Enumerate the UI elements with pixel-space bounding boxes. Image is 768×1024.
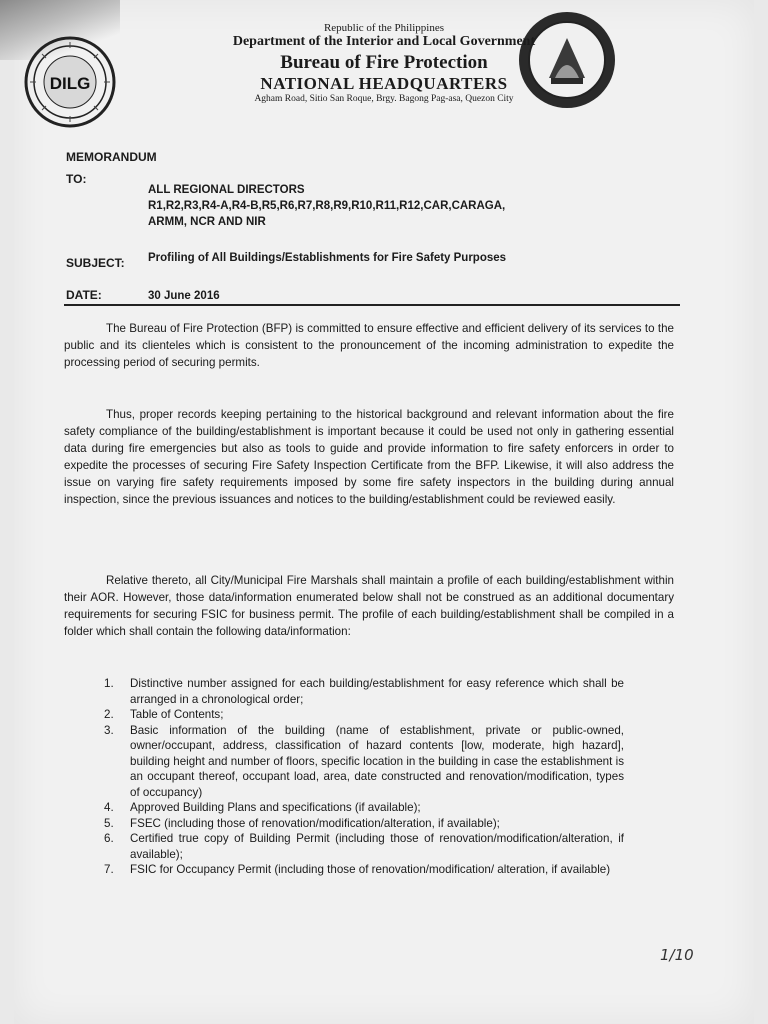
body-paragraph-1: The Bureau of Fire Protection (BFP) is committed to ensure effective and efficient delivery of its services to the public and its clienteles which is consistent to the pronouncement of the incoming administration to expedite the processing period of securing permits. xyxy=(64,322,674,369)
body-paragraph-3: Relative thereto, all City/Municipal Fire Marshals shall maintain a profile of each building/establishment within their AOR. However, those data/information enumerated below shall not be construed as an additional documentary requirements for securing FSIC for business permit. The profile of each building/establishment shall be compiled in a folder which shall contain the following data/information: xyxy=(64,574,674,638)
list-item-text: FSEC (including those of renovation/modification/alteration, if available); xyxy=(130,816,500,830)
letterhead-address: Agham Road, Sitio San Roque, Brgy. Bagong Pag-asa, Quezon City xyxy=(254,94,514,104)
list-item xyxy=(104,676,624,707)
list-item-number: 6. xyxy=(104,832,114,845)
to-line-1: ALL REGIONAL DIRECTORS xyxy=(148,184,305,196)
list-item-number: 5. xyxy=(104,816,114,830)
letterhead-bureau: Bureau of Fire Protection xyxy=(280,52,488,73)
list-item-text: Approved Building Plans and specifications (if available); xyxy=(130,801,421,814)
list-item-text: FSIC for Occupancy Permit (including those of renovation/modification/ alteration, if available) xyxy=(130,863,611,876)
list-item xyxy=(104,831,624,862)
list-item-text: Basic information of the building (name of establishment, private or public-owned, owner/occupant, address, classification of hazard contents [low, moderate, high hazard], building height and number of floors, specific location in the building in case the establishment is an occupant thereof, occupant load, area, date constructed and renovation/modification, types of occupancy) xyxy=(130,723,624,799)
list-item xyxy=(104,800,624,816)
to-recipients xyxy=(148,182,588,230)
subject-value: Profiling of All Buildings/Establishments for Fire Safety Purposes xyxy=(148,252,507,264)
to-line-3: ARMM, NCR AND NIR xyxy=(148,216,266,228)
date-value: 30 June 2016 xyxy=(148,290,220,302)
list-item-number: 7. xyxy=(104,863,114,876)
to-line-2: R1,R2,R3,R4-A,R4-B,R5,R6,R7,R8,R9,R10,R11,R12,CAR,CARAGA, xyxy=(148,200,506,212)
header-divider xyxy=(64,304,680,306)
list-item-number: 4. xyxy=(104,801,114,814)
list-item-number: 1. xyxy=(104,677,114,690)
to-label: TO: xyxy=(66,172,87,186)
list-item-number: 2. xyxy=(104,708,114,721)
letterhead-headquarters: NATIONAL HEADQUARTERS xyxy=(260,74,508,93)
letterhead-department: Department of the Interior and Local Government xyxy=(232,34,536,49)
list-item-number: 3. xyxy=(104,723,114,737)
list-item-text: Certified true copy of Building Permit (including those of renovation/modification/alteration, if available); xyxy=(130,832,624,861)
list-item xyxy=(104,816,624,832)
seal-left-text: DILG xyxy=(49,74,91,93)
requirements-list xyxy=(104,676,624,878)
list-item xyxy=(104,723,624,801)
body-paragraph-2: Thus, proper records keeping pertaining to the historical background and relevant information about the fire safety compliance of the building/establishment is important because it could be used not only in gathering essential data during fire emergencies but also as tools to guide and provide information to fire safety enforcers in order to expedite the processes of securing Fire Safety Inspection Certificate from the BFP. Likewise, it will also address the issue on varying fire safety requirements imposed by some fire safety inspectors in the building during annual inspection, since the previous issuances and notices to the building/establishment could be reviewed easily. xyxy=(64,408,674,506)
list-item-text: Distinctive number assigned for each building/establishment for easy reference which shall be arranged in a chronological order; xyxy=(130,677,624,706)
list-item-text: Table of Contents; xyxy=(130,708,224,721)
list-item xyxy=(104,707,624,723)
memo-title: MEMORANDUM xyxy=(66,150,157,164)
subject-label: SUBJECT: xyxy=(66,256,125,270)
letterhead-republic: Republic of the Philippines xyxy=(323,22,445,34)
handwritten-page-marker: 1/10 xyxy=(660,946,694,964)
list-item xyxy=(104,862,624,878)
date-label: DATE: xyxy=(66,288,102,302)
